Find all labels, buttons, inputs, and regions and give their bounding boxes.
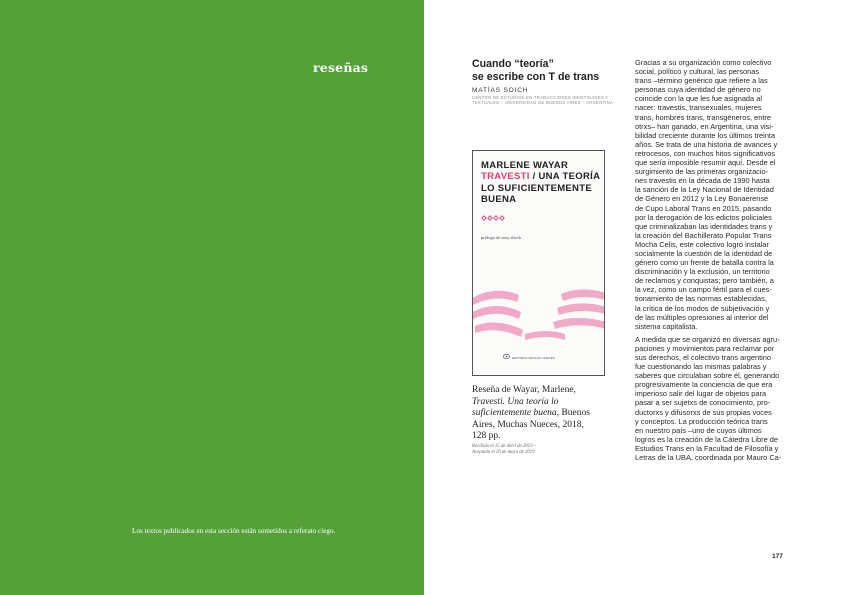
- cover-title-highlight: TRAVESTI: [481, 171, 530, 182]
- author-name: MATÍAS SOICH: [472, 87, 529, 94]
- body-line: imperioso salir del lugar de objetos para: [635, 389, 767, 399]
- body-line: que criminalizaban las identidades trans y: [635, 221, 773, 231]
- citation-line-2: Travesti. Una teoría lo: [472, 396, 559, 407]
- body-line: sistema capitalista.: [635, 321, 698, 331]
- article-title: [472, 58, 599, 83]
- body-line: pasar a ser sujetxs de conocimiento, pro-: [635, 398, 771, 408]
- article-title-line-1: Cuando “teoría”: [472, 58, 554, 70]
- left-page-green-panel: [0, 0, 424, 595]
- affiliation-line-1: CENTRO DE ESTUDIOS EN TRADUCCIONES IDENTIDADES Y: [472, 95, 609, 100]
- body-line: personas cuya identidad de género no: [635, 85, 761, 95]
- cover-title: [481, 171, 600, 206]
- body-line: años. Se trata de una historia de avances y: [635, 139, 778, 149]
- body-line: tionamiento de las normas establecidas,: [635, 294, 767, 304]
- citation-line-4: Aires, Muchas Nueces, 2018,: [472, 419, 584, 430]
- citation-line-1: Reseña de Wayar, Marlene,: [472, 385, 576, 395]
- cover-publisher: EDITORIAL MUCHAS NUECES: [512, 356, 555, 360]
- author-affiliation: [472, 95, 613, 105]
- body-line: la crítica de los modos de subjetivación y: [635, 303, 770, 313]
- body-line: socialmente la cuestión de la identidad de: [635, 248, 773, 258]
- body-line: en nuestro país –uno de cuyos últimos: [635, 425, 762, 435]
- body-line: la sanción de la Ley Nacional de Identidad: [635, 185, 774, 195]
- body-line: saberes que circulaban sobre él, generando: [635, 371, 780, 381]
- body-line: y conceptos. La producción teórica trans: [635, 416, 768, 426]
- body-line: sus derechos, el colectivo trans argentino: [635, 353, 771, 362]
- article-title-line-2: se escribe con T de trans: [472, 70, 600, 83]
- cover-author: MARLENE WAYAR: [481, 160, 569, 171]
- cover-prologue: prólogo de susy shock: [481, 235, 522, 240]
- body-line: otrxs– han ganado, en Argentina, una visi-: [635, 121, 774, 131]
- diamond-ornament-icon: [481, 215, 505, 221]
- page-number: 177: [772, 553, 783, 560]
- body-line: de las múltiples opresiones al interior del: [635, 312, 769, 322]
- body-line: que sería imposible resumir aquí. Desde el: [635, 158, 776, 168]
- body-line: discriminación y la exclusión, un territorio: [635, 267, 770, 277]
- body-line: trans, hombres trans, transgéneros, entre: [635, 112, 771, 122]
- body-line: por la derogación de los edictos policiales: [635, 212, 772, 222]
- body-line: de Género en 2012 y la Ley Bonaerense: [635, 194, 769, 204]
- body-line: fue cuestionando las mismas palabras y: [635, 362, 767, 372]
- body-line: de Cupo Laboral Trans en 2015, pasando: [635, 203, 772, 213]
- body-line: bilidad creciente durante los últimos treinta: [635, 130, 776, 140]
- body-line: de reclamos y conquistas; pero también, a: [635, 276, 774, 286]
- publisher-logo-icon: [503, 354, 510, 359]
- received-date: Recibida el 15 de abril de 2019 –: [472, 444, 537, 449]
- body-line: A medida que se organizó en diversas agru-: [635, 334, 780, 344]
- body-line: logros es la creación de la Cátedra Libre de: [635, 434, 778, 444]
- body-line: progresivamente la conciencia de que era: [635, 380, 773, 390]
- body-line: retrocesos, con muchos hitos significativos: [635, 148, 776, 158]
- right-page: [424, 0, 850, 595]
- review-dates: [472, 444, 536, 456]
- body-line: ductorxs y difusorxs de sus propias voces: [635, 407, 772, 417]
- citation-line-3-title: suficientemente buena: [472, 408, 557, 419]
- affiliation-line-2: TEXTUALES – UNIVERSIDAD DE BUENOS AIRES – ARGENTINA: [472, 100, 614, 105]
- body-line: nacer: travestis, transexuales, mujeres: [635, 103, 762, 113]
- body-paragraph-2: [635, 335, 795, 462]
- body-paragraph-1: [635, 58, 795, 331]
- body-line: coincide con la que les fue asignada al: [635, 94, 762, 104]
- pink-stripes-illustration: [473, 286, 605, 366]
- body-line: Gracias a su organización como colectivo: [635, 58, 772, 67]
- body-line: trans –término genérico que refiere a las: [635, 76, 768, 86]
- cover-title-line-2: LO SUFICIENTEMENTE: [481, 182, 592, 194]
- cover-title-rest: / UNA TEORÍA: [529, 171, 601, 182]
- book-cover-image: [472, 150, 605, 376]
- body-line: Mocha Celis, este colectivo logró instalar: [635, 239, 769, 249]
- body-line: Letras de la UBA, coordinada por Mauro Ca-: [635, 453, 782, 463]
- body-line: paciones y movimientos para reclamar por: [635, 343, 775, 353]
- citation-line-3-rest: , Buenos: [556, 408, 590, 419]
- section-title: reseñas: [313, 60, 369, 75]
- review-body-text: [635, 58, 795, 462]
- book-citation: [472, 385, 590, 443]
- body-line: género como un frente de batalla contra la: [635, 258, 774, 268]
- body-line: surgimiento de las primeras organizacio-: [635, 167, 769, 177]
- citation-line-5: 128 pp.: [472, 431, 501, 442]
- accepted-date: Aceptada el 20 de mayo de 2019: [472, 450, 535, 456]
- cover-title-line-3: BUENA: [481, 194, 517, 205]
- body-line: la creación del Bachillerato Popular Trans: [635, 230, 772, 240]
- body-line: nes travestis en la década de 1990 hasta: [635, 176, 770, 186]
- body-line: Estudios Trans en la Facultad de Filosofía y: [635, 443, 779, 453]
- body-line: social, político y cultural, las personas: [635, 67, 760, 77]
- referee-footnote: Los textos publicados en esta sección están sometidos a referato ciego.: [132, 527, 336, 535]
- body-line: la vez, como un campo fértil para el cues-: [635, 285, 772, 295]
